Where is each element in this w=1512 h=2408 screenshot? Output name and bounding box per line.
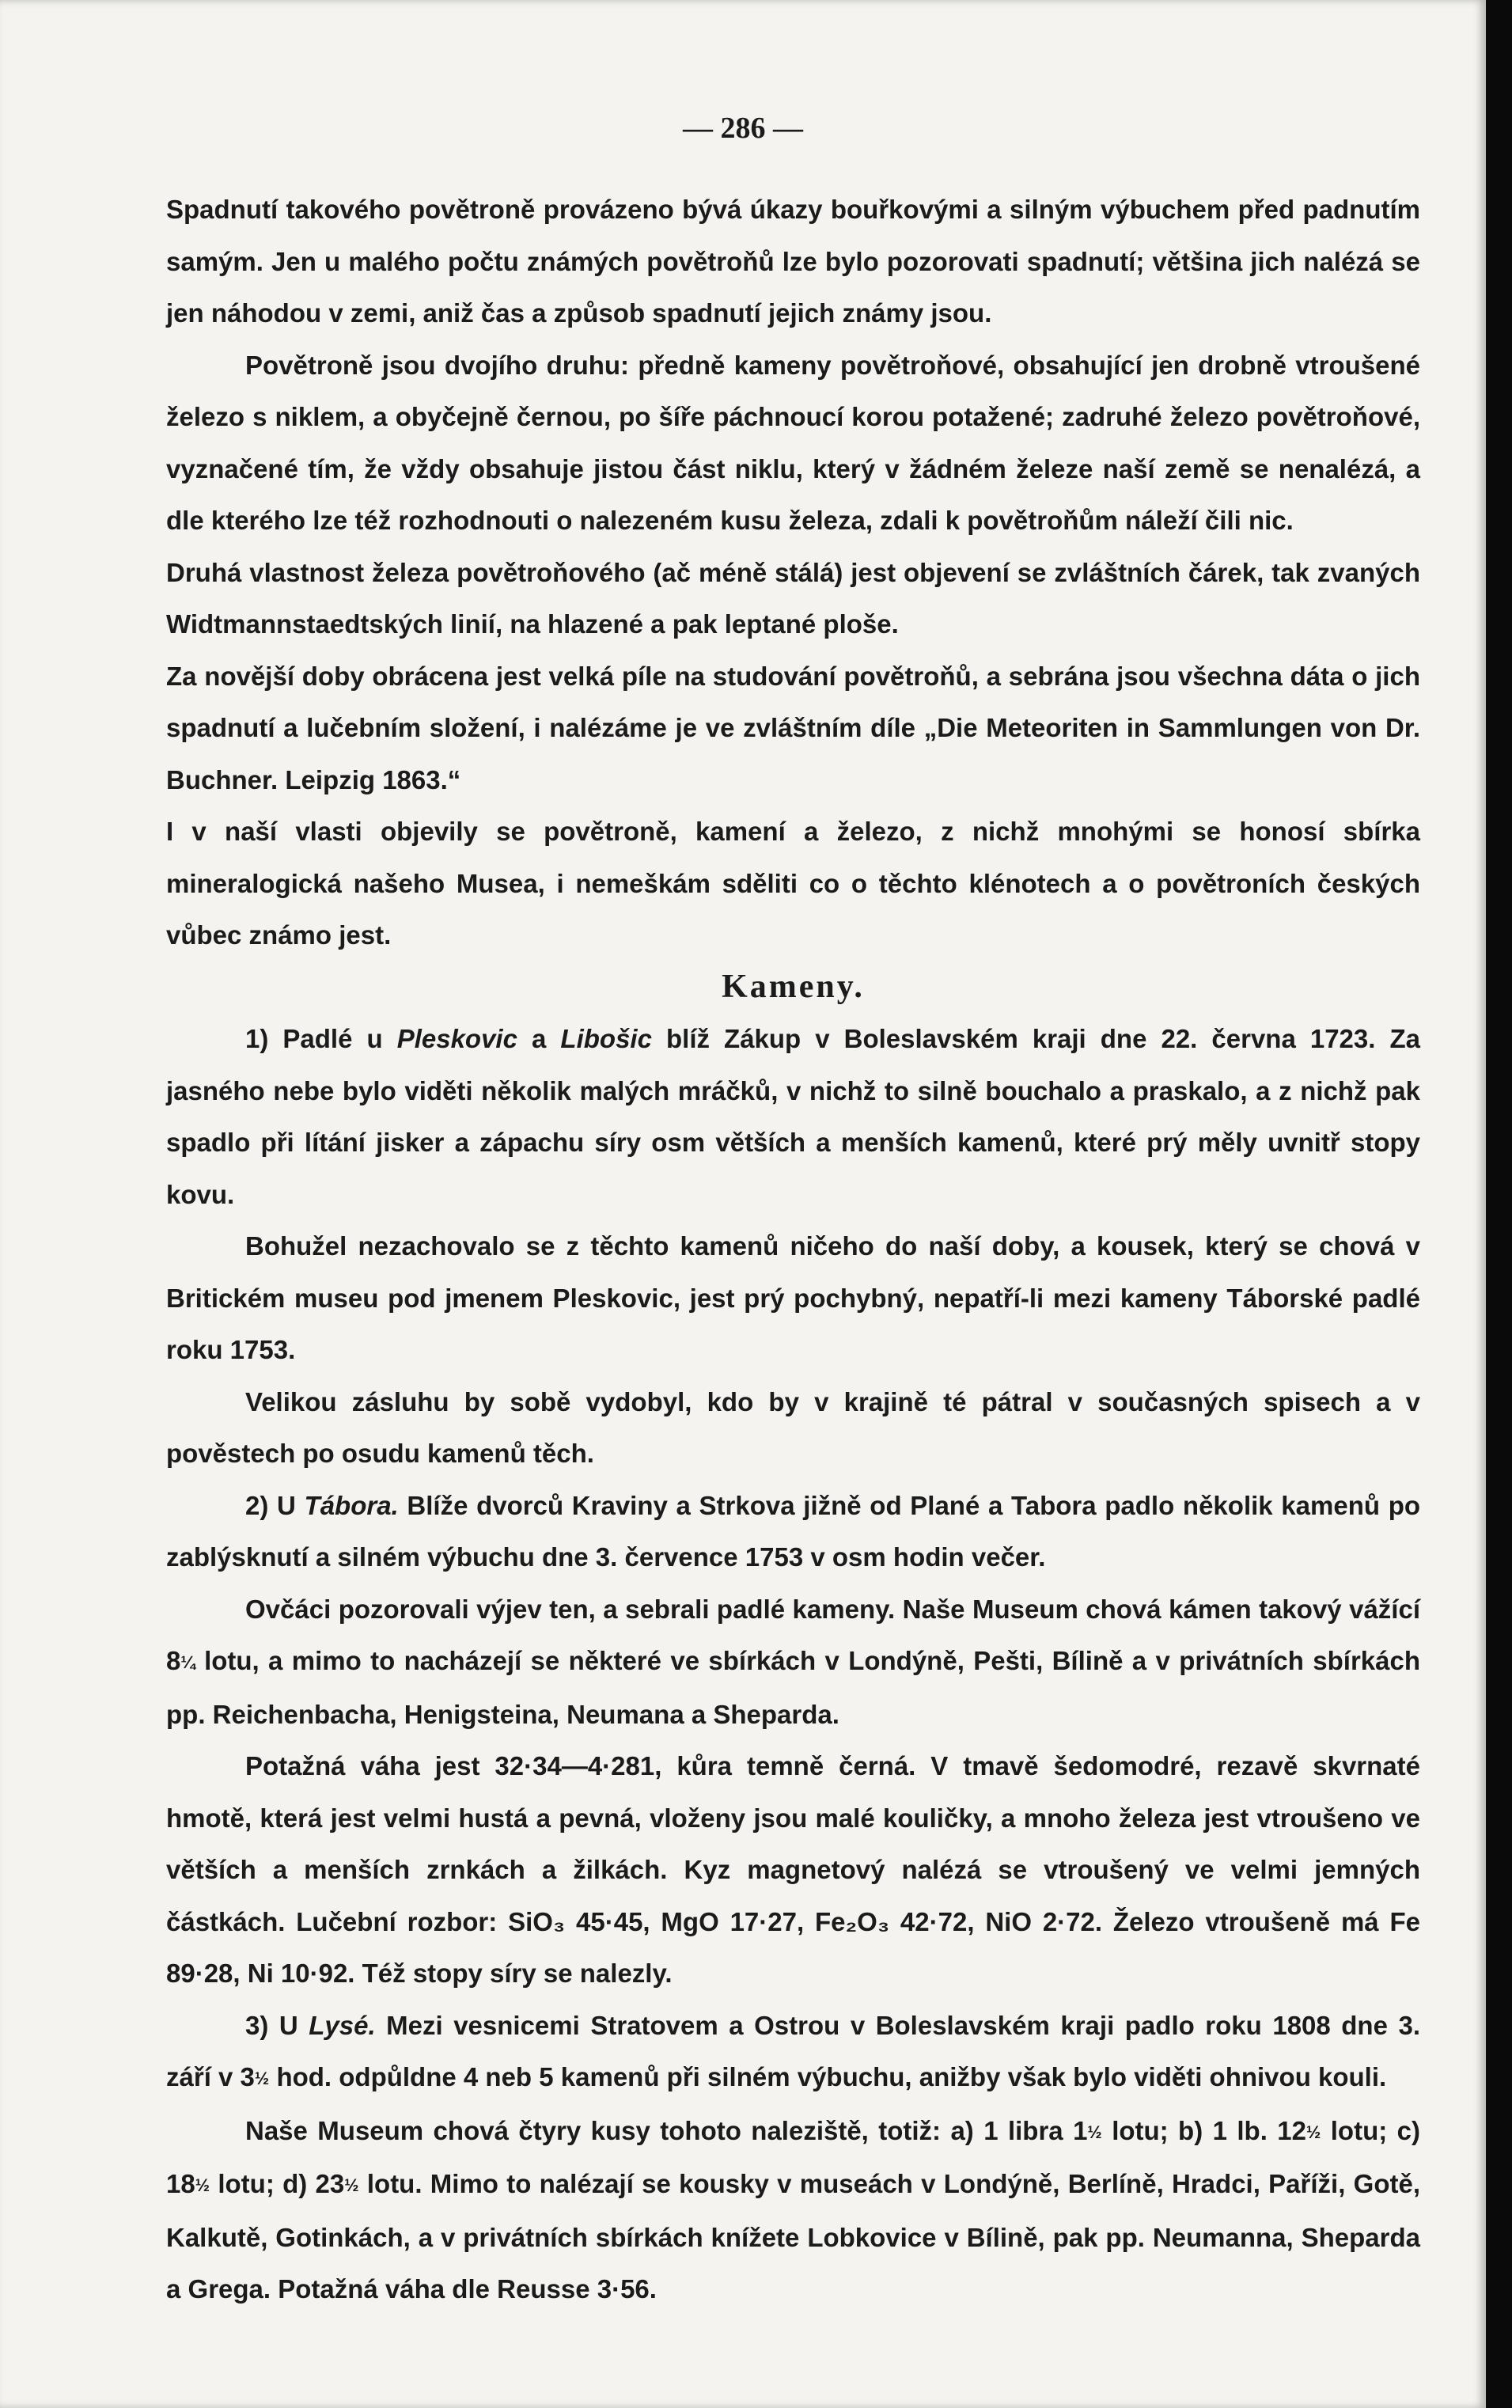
fraction-quarter: ¼ — [180, 1652, 195, 1672]
entry-2-more-a: Ovčáci pozorovali výjev ten, a sebrali padlé kameny. Naše Museum chová kámen takový vážící 8 — [166, 1594, 1420, 1675]
entry-3-more-a: Naše Museum chová čtyry kusy tohoto naleziště, totiž: a) 1 libra 1 — [245, 2115, 1088, 2145]
entry-2-head: U — [277, 1490, 305, 1520]
entry-2-more-b: lotu, a mimo to nacházejí se některé ve sbírkách v Londýně, Pešti, Bílině a v privátních sbírkách pp. Reichenbacha, Henigsteina, Neumana a Sheparda. — [166, 1646, 1420, 1729]
fraction-half: ½ — [344, 2175, 359, 2195]
paragraph-literature: Za novější doby obrácena jest velká píle na studování povětroňů, a sebrána jsou všechna dáta o jich spadnutí a lučebním složení, i nalézáme je ve zvláštním díle „Die Meteoriten in Sammlungen von Dr. Buchner. Leipzig 1863.“ — [166, 661, 1420, 794]
entry-3-body-b: hod. odpůldne 4 neb 5 kamenů při silném výbuchu, anižby však bylo viděti ohnivou kouli. — [269, 2062, 1387, 2091]
entry-1-place2: Libošic — [560, 1024, 652, 1053]
entry-3-number: 3) — [245, 2010, 269, 2040]
entry-1-place1: Pleskovic — [396, 1024, 517, 1053]
entry-2 — [166, 1480, 1420, 1583]
entry-3-more-d: lotu; d) 23 — [210, 2169, 345, 2198]
scan-edge — [1486, 0, 1512, 2408]
paragraph-widmanstatten: Druhá vlastnost železa povětroňového (ač méně stálá) jest objevení se zvláštních čárek, tak zvaných Widtmannstaedtských linií, na hlazené a pak leptané ploše. — [166, 557, 1420, 639]
entry-1 — [166, 1013, 1420, 1220]
paragraph-intro: Spadnutí takového povětroně provázeno bývá úkazy bouřkovými a silným výbuchem před padnutím samým. Jen u malého počtu známých povětroňů lze bylo pozorovati spadnutí; většina jich nalézá se jen náhodou v zemi, aniž čas a způsob spadnutí jejich známy jsou. — [166, 195, 1420, 328]
entry-3-more-b: lotu; b) 1 lb. 12 — [1101, 2115, 1306, 2145]
entry-1-number: 1) — [245, 1024, 269, 1053]
entry-3-more-e: lotu. Mimo to nalézají se kousky v museách v Londýně, Berlíně, Hradci, Paříži, Gotě, Kalkutě, Gotinkách, a v privátních sbírkách knížete Lobkovice v Bílině, pak pp. Neumanna, Sheparda a Grega. Potažná váha dle Reusse 3·56. — [166, 2169, 1420, 2304]
fraction-half: ½ — [195, 2175, 210, 2195]
entry-3-body-a: Mezi vesnicemi Stratovem a Ostrou v Boleslavském kraji padlo roku 1808 dne 3. září v 3 — [166, 2010, 1420, 2091]
entry-1-more-1: Bohužel nezachovalo se z těchto kamenů ničeho do naší doby, a kousek, který se chová v Britickém museu pod jmenem Pleskovic, jest prý pochybný, nepatří-li mezi kameny Táborské padlé roku 1753. — [166, 1231, 1420, 1364]
fraction-half: ½ — [1306, 2122, 1321, 2142]
entry-1-more-2: Velikou zásluhu by sobě vydobyl, kdo by v krajině té pátral v současných spisech a v pověstech po osudu kamenů těch. — [166, 1386, 1420, 1468]
entry-1-head: Padlé u — [282, 1024, 397, 1053]
entry-2-number: 2) — [245, 1490, 269, 1520]
text-body — [166, 184, 1420, 2315]
section-heading: Kameny. — [722, 968, 865, 1005]
paragraph-bohemia: I v naší vlasti objevily se povětroně, kamení a železo, z nichž mnohými se honosí sbírka mineralogická našeho Musea, i nemeškám sděliti co o těchto klénotech a o povětroních českých vůbec známo jest. — [166, 817, 1420, 950]
entry-2-body: Blíže dvorců Kraviny a Strkova jižně od Plané a Tabora padlo několik kamenů po zablýsknutí a silném výbuchu dne 3. července 1753 v osm hodin večer. — [166, 1490, 1421, 1572]
entry-3-place: Lysé. — [309, 2010, 376, 2040]
entry-3-head: U — [279, 2010, 309, 2040]
entry-2-more-2: Potažná váha jest 32·34—4·281, kůra temně černá. V tmavě šedomodré, rezavě skvrnaté hmotě, která jest velmi hustá a pevná, vloženy jsou malé kouličky, a mnoho železa jest vtroušeno ve větších a menších zrnkách a žilkách. Kyz magnetový nalézá se vtroušený ve velmi jemných částkách. Lučební rozbor: SiO₃ 45·45, MgO 17·27, Fe₂O₃ 42·72, NiO 2·72. Železo vtroušeně má Fe 89·28, Ni 10·92. Též stopy síry se nalezly. — [166, 1751, 1420, 1988]
fraction-half: ½ — [254, 2069, 270, 2088]
entry-3 — [166, 2000, 1420, 2105]
entry-2-more-1 — [166, 1583, 1420, 1741]
paragraph-types: Povětroně jsou dvojího druhu: předně kameny povětroňové, obsahující jen drobně vtroušené železo s niklem, a obyčejně černou, po šíře páchnoucí korou potažené; zadruhé železo povětroňové, vyznačené tím, že vždy obsahuje jistou část niklu, který v žádném železe naší země se nenalézá, a dle kterého lze též rozhodnouti o nalezeném kusu železa, zdali k povětroňům náleží čili nic. — [166, 350, 1420, 535]
entry-1-join: a — [517, 1024, 561, 1053]
entry-2-place: Tábora. — [304, 1490, 399, 1520]
entry-3-more — [166, 2105, 1420, 2315]
entry-3-more-c: lotu; c) 18 — [166, 2115, 1420, 2198]
entry-1-body: blíž Zákup v Boleslavském kraji dne 22. června 1723. Za jasného nebe bylo viděti několik malých mráčků, v nichž to silně bouchalo a praskalo, a z nichž pak spadlo při lítání jisker a zápachu síry osm větších a menších kamenů, které prý měly uvnitř stopy kovu. — [166, 1024, 1420, 1209]
fraction-half: ½ — [1087, 2122, 1102, 2142]
page-number: — 286 — — [683, 112, 803, 145]
